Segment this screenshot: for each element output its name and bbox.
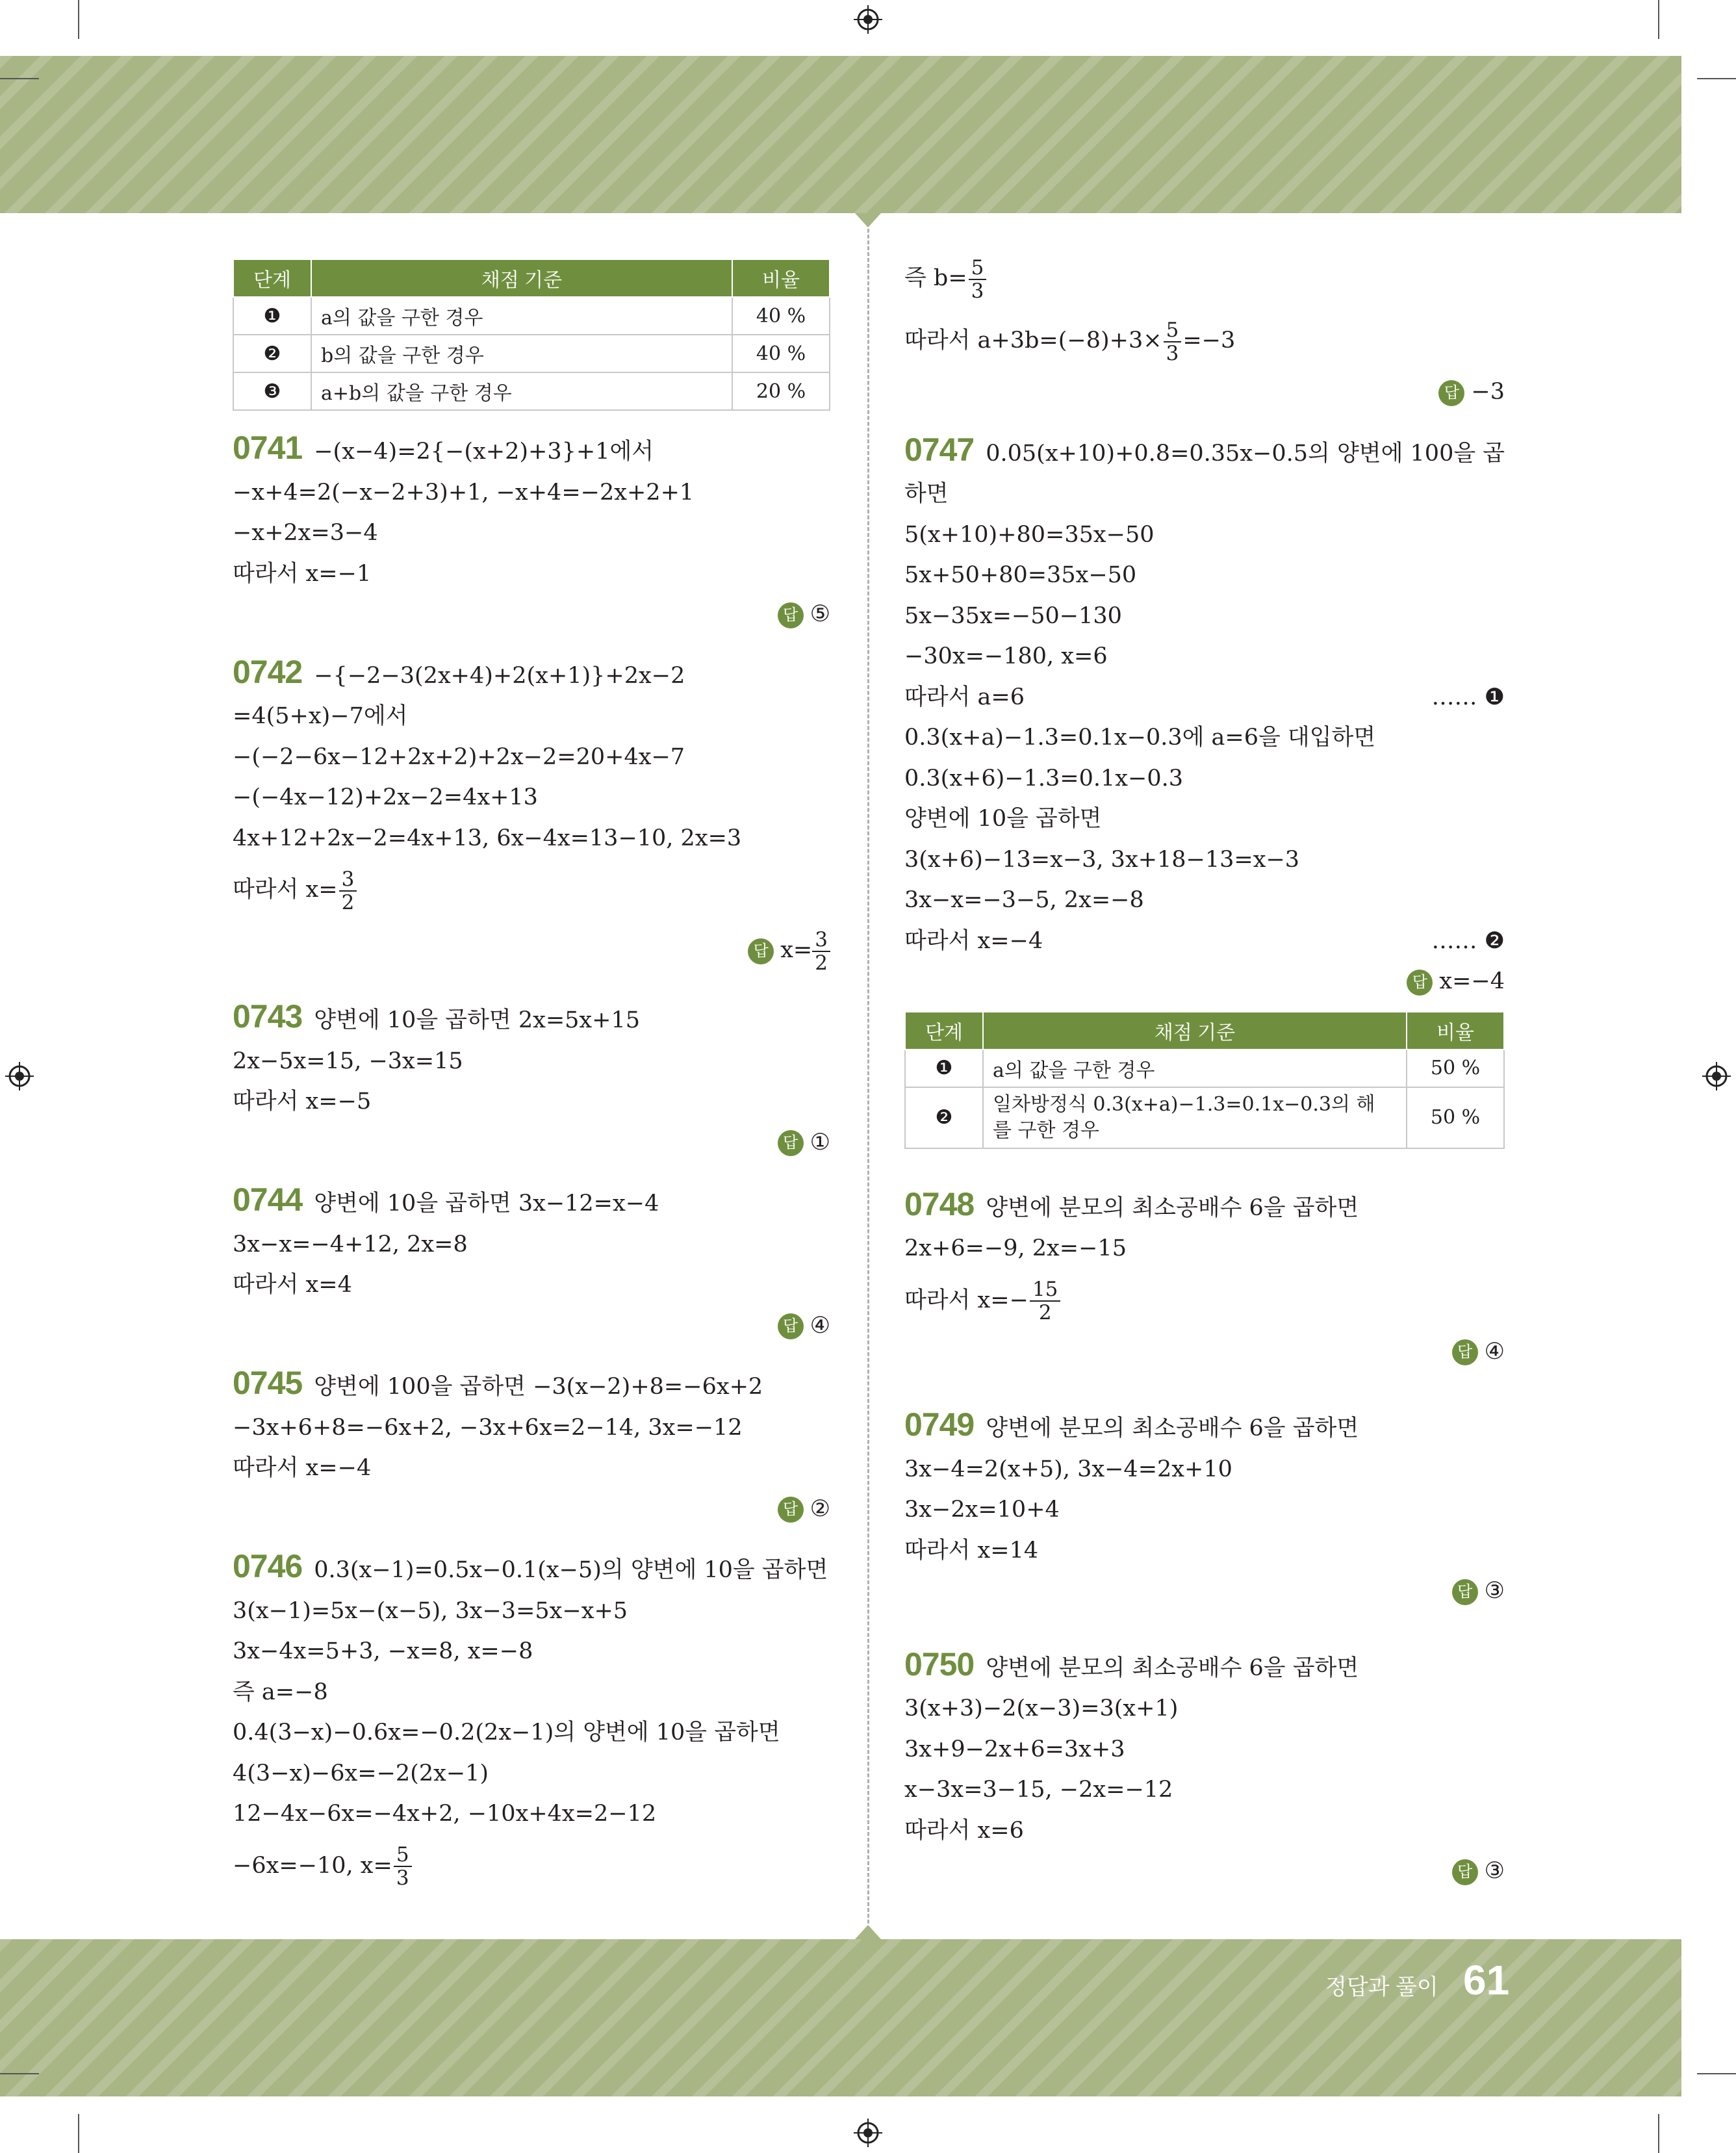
solution-line: 즉 a=−8 bbox=[233, 1679, 328, 1705]
rubric-row bbox=[233, 335, 830, 372]
problem-number: 0745 bbox=[233, 1365, 303, 1401]
scoring-rubric-table bbox=[233, 259, 830, 411]
solution-line: 양변에 100을 곱하면 −3(x−2)+8=−6x+2 bbox=[314, 1374, 763, 1400]
spacer bbox=[904, 1149, 1505, 1184]
rubric-criterion-line: 일차방정식 0.3(x+a)−1.3=0.1x−0.3의 해 bbox=[993, 1092, 1375, 1116]
solution-line: 양변에 분모의 최소공배수 6을 곱하면 bbox=[986, 1194, 1359, 1221]
spacer bbox=[233, 411, 830, 428]
solution-line: 2x+6=−9, 2x=−15 bbox=[904, 1235, 1127, 1261]
solution-line bbox=[904, 677, 1505, 718]
problem-0746-continued bbox=[904, 247, 1505, 413]
bottom-decorative-band bbox=[0, 1939, 1681, 2096]
solution-line: 2x−5x=15, −3x=15 bbox=[233, 1048, 463, 1074]
spacer bbox=[233, 1163, 830, 1180]
answer-row bbox=[904, 372, 1505, 413]
rubric-criterion: a+b의 값을 구한 경우 bbox=[311, 372, 732, 410]
solution-line: 따라서 x=−5 bbox=[233, 1089, 372, 1115]
solution-line: 3(x−1)=5x−(x−5), 3x−3=5x−x+5 bbox=[233, 1597, 628, 1624]
solution-line: 3x+9−2x+6=3x+3 bbox=[904, 1736, 1125, 1762]
solution-line: 양변에 분모의 최소공배수 6을 곱하면 bbox=[986, 1655, 1359, 1681]
answer-prefix: x= bbox=[780, 937, 813, 963]
solution-line: 따라서 x=6 bbox=[904, 1817, 1024, 1844]
answer-badge-icon: 답 bbox=[778, 1497, 804, 1523]
solution-line: 하면 bbox=[904, 481, 949, 507]
answer-value: ⑤ bbox=[810, 601, 830, 627]
rubric-step: ❷ bbox=[905, 1087, 983, 1148]
problem-0743 bbox=[233, 996, 830, 1163]
solution-line: 3(x+3)−2(x−3)=3(x+1) bbox=[904, 1695, 1179, 1721]
answer-value: x=−4 bbox=[1439, 968, 1505, 994]
answer-badge-icon: 답 bbox=[1407, 970, 1433, 996]
fraction-denominator: 3 bbox=[1166, 341, 1179, 365]
solution-line: 0.05(x+10)+0.8=0.35x−0.5의 양변에 100을 곱 bbox=[986, 440, 1505, 467]
problem-number: 0741 bbox=[233, 430, 303, 466]
solution-line: −x+4=2(−x−2+3)+1, −x+4=−2x+2+1 bbox=[233, 479, 695, 506]
solution-line: −(−4x−12)+2x−2=4x+13 bbox=[233, 784, 538, 810]
fraction-prefix: 따라서 a+3b=(−8)+3× bbox=[904, 328, 1162, 354]
solution-line: 5(x+10)+80=35x−50 bbox=[904, 521, 1155, 548]
rubric-header-step: 단계 bbox=[905, 1012, 983, 1050]
rubric-row bbox=[233, 372, 830, 410]
solution-line: 4(3−x)−6x=−2(2x−1) bbox=[233, 1760, 489, 1786]
answer-row bbox=[233, 1122, 830, 1163]
left-column bbox=[233, 259, 830, 1897]
solution-line bbox=[233, 1835, 830, 1897]
answer-value: ① bbox=[810, 1129, 830, 1155]
solution-line: 3x−2x=10+4 bbox=[904, 1497, 1060, 1523]
problem-0748 bbox=[904, 1184, 1505, 1373]
rubric-step: ❸ bbox=[233, 372, 311, 410]
top-band-notch bbox=[855, 213, 881, 227]
crop-mark bbox=[1697, 2073, 1736, 2074]
problem-number: 0744 bbox=[233, 1181, 303, 1218]
answer-badge-icon: 답 bbox=[1452, 1339, 1478, 1365]
answer-value: −3 bbox=[1471, 379, 1505, 405]
spacer bbox=[233, 1346, 830, 1363]
solution-line bbox=[233, 858, 830, 921]
fraction bbox=[394, 1844, 412, 1889]
solution-line: 3x−4=2(x+5), 3x−4=2x+10 bbox=[904, 1456, 1232, 1482]
spacer bbox=[904, 1002, 1505, 1011]
answer-value: ② bbox=[810, 1495, 830, 1522]
rubric-header-row bbox=[233, 259, 830, 297]
solution-line: 양변에 분모의 최소공배수 6을 곱하면 bbox=[986, 1415, 1359, 1441]
fraction bbox=[339, 868, 357, 914]
fraction bbox=[1164, 319, 1182, 365]
answer-row bbox=[904, 1571, 1505, 1612]
crop-mark bbox=[0, 2073, 39, 2074]
answer-value: ④ bbox=[1484, 1338, 1505, 1365]
registration-mark-icon bbox=[854, 2119, 882, 2147]
right-column bbox=[904, 247, 1505, 1892]
fraction-denominator: 3 bbox=[396, 1866, 409, 1890]
solution-line: 12−4x−6x=−4x+2, −10x+4x=2−12 bbox=[233, 1801, 657, 1827]
rubric-step: ❶ bbox=[233, 297, 311, 335]
solution-text: 따라서 a=6 bbox=[904, 684, 1025, 710]
rubric-header-step: 단계 bbox=[233, 259, 311, 297]
solution-line: −(x−4)=2{−(x+2)+3}+1에서 bbox=[314, 439, 654, 465]
problem-0749 bbox=[904, 1404, 1505, 1612]
problem-0750 bbox=[904, 1644, 1505, 1892]
crop-mark bbox=[78, 0, 79, 39]
rubric-ratio: 50 % bbox=[1407, 1050, 1504, 1087]
fraction bbox=[1030, 1278, 1060, 1324]
scoring-rubric-table bbox=[904, 1011, 1505, 1149]
problem-0742 bbox=[233, 652, 830, 980]
rubric-ratio: 40 % bbox=[732, 297, 830, 335]
fraction-denominator: 3 bbox=[971, 279, 984, 303]
answer-value: ④ bbox=[810, 1312, 830, 1339]
answer-value: ③ bbox=[1484, 1858, 1505, 1884]
rubric-criterion: a의 값을 구한 경우 bbox=[311, 297, 732, 335]
rubric-header-criterion: 채점 기준 bbox=[311, 259, 732, 297]
rubric-criterion: b의 값을 구한 경우 bbox=[311, 335, 732, 372]
crop-mark bbox=[78, 2114, 79, 2153]
answer-row bbox=[904, 961, 1505, 1002]
footer-section-label: 정답과 풀이 bbox=[1325, 1975, 1438, 2000]
solution-line: 따라서 x=14 bbox=[904, 1537, 1039, 1564]
solution-line: −(−2−6x−12+2x+2)+2x−2=20+4x−7 bbox=[233, 743, 685, 770]
fraction-suffix: =−3 bbox=[1182, 328, 1236, 354]
answer-badge-icon: 답 bbox=[1438, 380, 1464, 406]
fraction-numerator: 5 bbox=[1164, 319, 1182, 342]
rubric-header-ratio: 비율 bbox=[1407, 1012, 1504, 1050]
fraction-denominator: 2 bbox=[341, 890, 355, 914]
crop-mark bbox=[1658, 2114, 1659, 2153]
rubric-header-ratio: 비율 bbox=[732, 259, 830, 297]
spacer bbox=[904, 1612, 1505, 1644]
spacer bbox=[904, 1372, 1505, 1404]
solution-line: 따라서 x=−1 bbox=[233, 560, 372, 587]
solution-line bbox=[904, 921, 1505, 962]
problem-0741 bbox=[233, 428, 830, 635]
problem-number: 0743 bbox=[233, 998, 303, 1035]
solution-line: 양변에 10을 곱하면 bbox=[904, 806, 1102, 832]
solution-line: x−3x=3−15, −2x=−12 bbox=[904, 1777, 1173, 1803]
solution-line: 0.3(x−1)=0.5x−0.1(x−5)의 양변에 10을 곱하면 bbox=[314, 1557, 828, 1583]
fraction-prefix: 따라서 x=− bbox=[904, 1287, 1028, 1313]
fraction-numerator: 15 bbox=[1030, 1278, 1060, 1302]
rubric-criterion bbox=[983, 1087, 1407, 1148]
answer-badge-icon: 답 bbox=[778, 1130, 804, 1156]
answer-value: ③ bbox=[1484, 1578, 1505, 1604]
problem-number: 0748 bbox=[904, 1185, 975, 1222]
solution-line: 따라서 x=4 bbox=[233, 1272, 352, 1298]
spacer bbox=[233, 979, 830, 996]
solution-line: −{−2−3(2x+4)+2(x+1)}+2x−2 bbox=[314, 662, 685, 689]
solution-line: 3x−x=−3−5, 2x=−8 bbox=[904, 887, 1144, 913]
solution-line: 3x−4x=5+3, −x=8, x=−8 bbox=[233, 1638, 533, 1664]
step-marker: …… ❷ bbox=[1431, 927, 1505, 954]
fraction-prefix: 따라서 x= bbox=[233, 877, 338, 903]
problem-number: 0750 bbox=[904, 1645, 975, 1682]
answer-badge-icon: 답 bbox=[1452, 1859, 1478, 1885]
solution-text: 따라서 x=−4 bbox=[904, 927, 1043, 954]
rubric-row bbox=[905, 1087, 1504, 1148]
column-divider bbox=[867, 229, 869, 1924]
fraction-prefix: −6x=−10, x= bbox=[233, 1852, 392, 1879]
solution-line: −3x+6+8=−6x+2, −3x+6x=2−14, 3x=−12 bbox=[233, 1414, 743, 1441]
rubric-step: ❶ bbox=[905, 1050, 983, 1087]
problem-0747 bbox=[904, 430, 1505, 1002]
rubric-header-row bbox=[905, 1012, 1504, 1050]
fraction-numerator: 3 bbox=[339, 868, 357, 892]
answer-row bbox=[233, 1306, 830, 1347]
rubric-row bbox=[905, 1050, 1504, 1087]
solution-line: 3(x+6)−13=x−3, 3x+18−13=x−3 bbox=[904, 846, 1300, 873]
problem-0746 bbox=[233, 1546, 830, 1897]
bottom-band-notch bbox=[855, 1925, 881, 1939]
solution-line: −x+2x=3−4 bbox=[233, 520, 378, 546]
top-decorative-band bbox=[0, 56, 1681, 213]
rubric-ratio: 40 % bbox=[732, 335, 830, 372]
registration-mark-icon bbox=[5, 1062, 34, 1090]
fraction-numerator: 5 bbox=[394, 1844, 412, 1867]
answer-badge-icon: 답 bbox=[1452, 1579, 1478, 1605]
crop-mark bbox=[1697, 78, 1736, 79]
answer-badge-icon: 답 bbox=[748, 938, 774, 964]
rubric-header-criterion: 채점 기준 bbox=[983, 1012, 1407, 1050]
answer-row bbox=[233, 594, 830, 635]
crop-mark bbox=[0, 78, 39, 79]
answer-row bbox=[233, 921, 830, 979]
answer-row bbox=[233, 1489, 830, 1530]
solution-line: 0.3(x+a)−1.3=0.1x−0.3에 a=6을 대입하면 bbox=[904, 725, 1376, 751]
problem-number: 0747 bbox=[904, 431, 975, 468]
solution-line: 양변에 10을 곱하면 2x=5x+15 bbox=[314, 1007, 641, 1033]
problem-number: 0749 bbox=[904, 1406, 975, 1443]
solution-line: 0.3(x+6)−1.3=0.1x−0.3 bbox=[904, 765, 1184, 792]
fraction-denominator: 2 bbox=[815, 951, 828, 975]
fraction bbox=[969, 257, 987, 302]
spacer bbox=[233, 635, 830, 652]
page-number: 61 bbox=[1463, 1957, 1510, 2004]
solution-line: 5x+50+80=35x−50 bbox=[904, 562, 1137, 588]
solution-line: =4(5+x)−7에서 bbox=[233, 703, 408, 729]
step-marker: …… ❶ bbox=[1431, 684, 1505, 710]
rubric-row bbox=[233, 297, 830, 335]
solution-line: −30x=−180, x=6 bbox=[904, 643, 1108, 669]
solution-line: 0.4(3−x)−0.6x=−0.2(2x−1)의 양변에 10을 곱하면 bbox=[233, 1720, 780, 1746]
answer-badge-icon: 답 bbox=[778, 602, 804, 628]
solution-line: 양변에 10을 곱하면 3x−12=x−4 bbox=[314, 1191, 659, 1217]
answer-row bbox=[904, 1332, 1505, 1373]
problem-number: 0742 bbox=[233, 653, 303, 690]
rubric-ratio: 50 % bbox=[1407, 1087, 1504, 1148]
solution-line: 3x−x=−4+12, 2x=8 bbox=[233, 1231, 468, 1257]
spacer bbox=[904, 413, 1505, 430]
solution-line: 5x−35x=−50−130 bbox=[904, 602, 1122, 629]
crop-mark bbox=[1658, 0, 1659, 39]
rubric-ratio: 20 % bbox=[732, 372, 830, 410]
fraction-denominator: 2 bbox=[1038, 1301, 1052, 1324]
solution-line: 따라서 x=−4 bbox=[233, 1455, 372, 1481]
solution-line bbox=[904, 1269, 1505, 1332]
solution-line: 4x+12+2x−2=4x+13, 6x−4x=13−10, 2x=3 bbox=[233, 825, 742, 851]
solution-line bbox=[904, 309, 1505, 372]
registration-mark-icon bbox=[854, 5, 882, 34]
answer-row bbox=[904, 1851, 1505, 1892]
rubric-criterion-line: 를 구한 경우 bbox=[993, 1118, 1099, 1142]
fraction-numerator: 5 bbox=[969, 257, 987, 280]
rubric-criterion: a의 값을 구한 경우 bbox=[983, 1050, 1407, 1087]
solution-line bbox=[904, 247, 1505, 309]
fraction-numerator: 3 bbox=[812, 929, 830, 952]
rubric-step: ❷ bbox=[233, 335, 311, 372]
problem-0745 bbox=[233, 1363, 830, 1529]
spacer bbox=[233, 1529, 830, 1546]
registration-mark-icon bbox=[1702, 1062, 1731, 1090]
problem-0744 bbox=[233, 1180, 830, 1346]
answer-fraction bbox=[812, 929, 830, 974]
fraction-prefix: 즉 b= bbox=[904, 265, 967, 291]
problem-number: 0746 bbox=[233, 1548, 303, 1584]
answer-badge-icon: 답 bbox=[778, 1313, 804, 1339]
